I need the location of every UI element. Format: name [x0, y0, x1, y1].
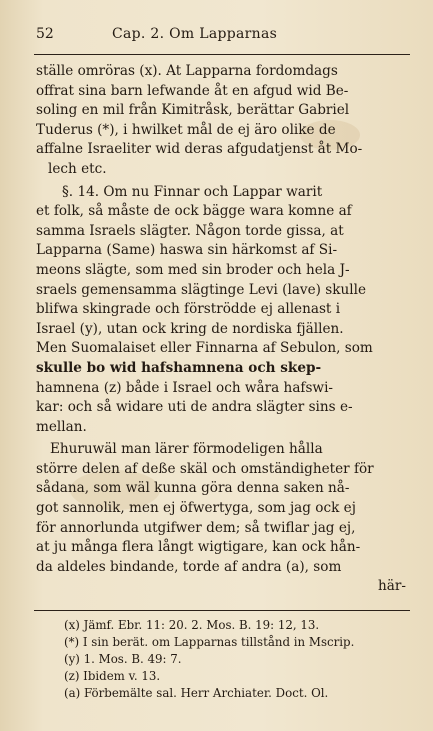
- footnote: (*) I sin berät. om Lapparnas tillstånd in Mscrip.: [64, 635, 355, 649]
- catchword: här-: [378, 578, 406, 595]
- text-line: mellan.: [36, 418, 87, 435]
- text-line: affalne Israeliter wid deras afgudatjenst åt Mo-: [36, 141, 363, 158]
- text-line: ställe omröras (x). At Lapparna fordomdags: [36, 63, 338, 79]
- text-line: Tuderus (*), i hwilket mål de ej äro olike de: [36, 121, 336, 138]
- footnote: (a) Förbemälte sal. Herr Archiater. Doct. Ol.: [64, 686, 329, 700]
- section-heading-line: §. 14. Om nu Finnar och Lappar warit: [62, 183, 323, 200]
- text-line: at ju många flera långt wigtigare, kan ock hån-: [36, 539, 361, 556]
- text-line: för annorlunda utgifwer dem; så twiflar jag ej,: [36, 519, 356, 536]
- text-line: blifwa skingrade och förströdde ej allenast i: [36, 301, 341, 318]
- text-line: Men Suomalaiset eller Finnarna af Sebulon, som: [36, 340, 373, 357]
- footnotes: [64, 617, 410, 702]
- footnote: (x) Jämf. Ebr. 11: 20. 2. Mos. B. 19: 12, 13.: [64, 618, 320, 632]
- footnote: (z) Ibidem v. 13.: [64, 669, 161, 683]
- text-line: lech etc.: [48, 160, 107, 177]
- footnote-rule: [34, 610, 410, 611]
- text-line: meons slägte, som med sin broder och hela J-: [36, 261, 350, 278]
- text-line: got sannolik, men ej öfwertyga, som jag ock ej: [36, 500, 356, 517]
- text-line: Israel (y), utan ock kring de nordiska fjällen.: [36, 320, 344, 337]
- text-line: da aldeles bindande, torde af andra (a), som: [36, 558, 342, 575]
- text-line: samma Israels slägter. Någon torde gissa, at: [36, 222, 344, 239]
- running-title: Cap. 2. Om Lapparnas: [112, 26, 278, 42]
- text-line: offrat sina barn lefwande åt en afgud wid Be-: [36, 82, 349, 99]
- text-line: skulle bo wid hafshamnena och skep-: [36, 359, 322, 376]
- body-text: [36, 62, 410, 597]
- text-line: hamnena (z) både i Israel och wåra hafswi-: [36, 379, 334, 396]
- text-line: sådana, som wäl kunna göra denna saken nå-: [36, 480, 350, 497]
- text-line: sraels gemensamma slägtinge Levi (lave) skulle: [36, 281, 366, 298]
- page-number: 52: [36, 26, 54, 42]
- text-line: et folk, så måste de ock bägge wara komne af: [36, 203, 352, 220]
- text-line: kar: och så widare uti de andra slägter sins e-: [36, 399, 353, 416]
- footnote: (y) 1. Mos. B. 49: 7.: [64, 652, 182, 666]
- paragraph-start-line: Ehuruwäl man lärer förmodeligen hålla: [50, 441, 323, 458]
- header-rule: [34, 54, 410, 55]
- text-line: Lapparna (Same) haswa sin härkomst af Si-: [36, 242, 338, 259]
- text-line: större delen af deße skäl och omständigheter för: [36, 460, 374, 477]
- text-line: soling en mil från Kimitråsk, berättar Gabriel: [36, 102, 350, 119]
